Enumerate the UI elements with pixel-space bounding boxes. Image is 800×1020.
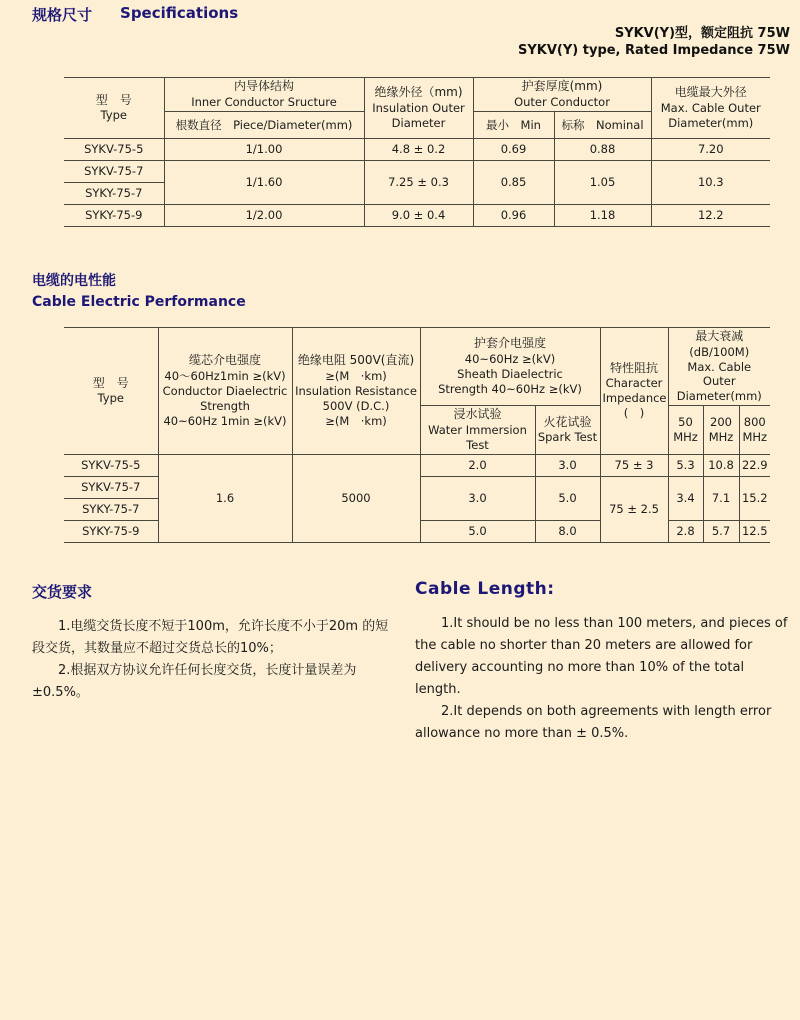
perf-header-attenuation-line4: Diameter(mm) [676,389,762,404]
perf-header-water-immersion [420,406,535,454]
spec-cell-max: 12.2 [651,204,770,226]
perf-header-impedance-line1: 特性阻抗 [609,360,658,375]
spec-header-outer-conductor [473,78,651,112]
spec-cell-insulation: 9.0 ± 0.4 [364,204,473,226]
perf-header-50mhz-value: 50 [678,415,693,430]
perf-cell-strength: 1.6 [158,454,292,542]
perf-header-impedance [600,328,668,455]
rated-impedance-subtitle-zh: SYKV(Y)型，额定阻抗 75W [614,26,790,41]
perf-header-800mhz-unit: MHz [742,430,768,445]
spec-cell-min: 0.69 [473,138,554,160]
perf-header-insulation-line4: 500V (D.C.) [322,398,390,413]
perf-cell-a200: 5.7 [703,520,739,542]
spec-cell-max: 7.20 [651,138,770,160]
perf-header-attenuation-line2: (dB/100M) [689,344,750,359]
perf-cell-a50: 5.3 [668,454,703,476]
spec-header-insulation-en2: Diameter [391,115,446,130]
delivery-requirements-para2: 2.根据双方协议允许任何长度交货，长度计量误差为±0.5%。 [32,663,357,700]
spec-cell-nominal: 0.88 [554,138,651,160]
perf-cell-a200: 10.8 [703,454,739,476]
perf-header-50mhz-unit: MHz [673,430,698,445]
perf-cell-type: SYKV-75-5 [64,454,158,476]
spec-cell-type: SYKV-75-7 [64,160,164,182]
perf-cell-a50: 2.8 [668,520,703,542]
spec-cell-type: SYKV-75-5 [64,138,164,160]
spec-header-max-en1: Max. Cable Outer [660,100,761,115]
spec-cell-insulation: 4.8 ± 0.2 [364,138,473,160]
cable-length-para2: 2.It depends on both agreements with length error allowance no more than ± 0.5%. [415,704,772,741]
delivery-requirements-section [32,581,394,704]
spec-header-outer-en: Outer Conductor [514,94,610,109]
performance-table-container [64,327,770,543]
spec-header-max-en2: Diameter(mm) [668,115,754,130]
spec-cell-type: SYKY-75-9 [64,204,164,226]
spec-cell-inner: 1/1.00 [164,138,364,160]
perf-header-spark-en: Spark Test [537,430,598,445]
perf-cell-type: SYKY-75-9 [64,520,158,542]
perf-header-insulation-resistance [292,328,420,455]
perf-header-200mhz [703,406,739,454]
perf-header-conductor-line3: Conductor Diaelectric [162,383,288,398]
perf-header-insulation-line5: ≥(M ·km) [325,413,387,428]
perf-header-type-en: Type [97,391,124,406]
perf-header-sheath-line4: Strength 40~60Hz ≥(kV) [438,381,582,396]
specifications-heading-en: Specifications [120,4,239,22]
perf-header-attenuation [668,328,770,406]
perf-header-attenuation-line1: 最大衰减 [695,329,744,343]
cable-length-title: Cable Length: [415,579,555,599]
perf-header-water-en: Water Immersion Test [428,422,527,452]
perf-cell-a800: 12.5 [739,520,770,542]
perf-header-attenuation-line3: Max. Cable Outer [687,359,752,389]
spec-header-type-zh: 型 号 [95,92,132,107]
perf-cell-water: 2.0 [420,454,535,476]
electric-performance-heading-zh: 电缆的电性能 [32,273,116,289]
perf-header-impedance-line3: Impedance [602,391,667,406]
perf-header-impedance-line2: Character [605,376,663,391]
performance-table [64,327,770,543]
spec-header-type-en: Type [100,108,127,123]
spec-cell-type: SYKY-75-7 [64,182,164,204]
perf-header-impedance-line4: ( ) [623,406,645,421]
perf-header-insulation-line1: 绝缘电阻 500V(直流) [297,353,415,368]
spec-cell-min: 0.96 [473,204,554,226]
spec-header-insulation-en1: Insulation Outer [372,100,465,115]
spec-header-nominal: 标称 Nominal [554,111,651,138]
perf-header-insulation-line2: ≥(M ·km) [325,368,387,383]
perf-cell-resistance: 5000 [292,454,420,542]
perf-header-sheath-line2: 40~60Hz ≥(kV) [464,352,556,367]
spec-header-inner-conductor [164,78,364,112]
specifications-table [64,77,770,227]
perf-header-water-zh: 浸水试验 [453,407,502,422]
perf-cell-type: SYKY-75-7 [64,498,158,520]
spec-cell-inner: 1/1.60 [164,160,364,204]
perf-cell-impedance: 75 ± 2.5 [600,476,668,542]
perf-cell-water: 5.0 [420,520,535,542]
spec-header-max-diameter [651,78,770,139]
spec-header-piece-diameter: 根数直径 Piece/Diameter(mm) [164,111,364,138]
specifications-heading-zh: 规格尺寸 [32,6,93,24]
delivery-requirements-title: 交货要求 [32,583,93,601]
spec-cell-nominal: 1.18 [554,204,651,226]
perf-cell-impedance: 75 ± 3 [600,454,668,476]
perf-header-spark-test [535,406,600,454]
spec-cell-min: 0.85 [473,160,554,204]
perf-cell-spark: 8.0 [535,520,600,542]
perf-header-sheath-line1: 护套介电强度 [473,336,546,351]
perf-cell-water: 3.0 [420,476,535,520]
electric-performance-heading [32,271,246,313]
spec-row-sykv-75-5 [64,138,770,160]
perf-cell-spark: 5.0 [535,476,600,520]
electric-performance-heading-en: Cable Electric Performance [32,294,246,310]
specifications-heading [32,4,238,25]
perf-row-sykv-75-5 [64,454,770,476]
perf-header-800mhz-value: 800 [743,415,766,430]
perf-header-conductor-line5: 40~60Hz 1min ≥(kV) [163,413,287,428]
spec-header-insulation [364,78,473,139]
perf-cell-type: SYKV-75-7 [64,476,158,498]
perf-header-sheath-strength [420,328,600,406]
perf-header-50mhz [668,406,703,454]
perf-header-spark-zh: 火花试验 [543,414,592,429]
rated-impedance-subtitle [518,26,790,60]
spec-row-syky-75-9 [64,204,770,226]
cable-length-section [415,579,791,745]
perf-header-conductor-line4: Strength [200,398,250,413]
specifications-table-container [64,77,770,227]
perf-header-conductor-strength [158,328,292,455]
spec-header-insulation-zh: 绝缘外径（mm) [374,85,463,100]
delivery-requirements-para1: 1.电缆交货长度不短于100m，允许长度不小于20m 的短段交货，其数量应不超过交货总长的10%； [32,619,389,656]
spec-header-inner-zh: 内导体结构 [233,79,294,93]
spec-header-max-zh: 电缆最大外径 [674,85,747,100]
perf-header-insulation-line3: Insulation Resistance [295,383,417,398]
spec-row-sykv-75-7 [64,160,770,182]
perf-header-800mhz [739,406,770,454]
spec-header-min: 最小 Min [473,111,554,138]
perf-cell-a200: 7.1 [703,476,739,520]
rated-impedance-subtitle-en: SYKV(Y) type, Rated Impedance 75W [518,42,790,58]
perf-cell-a800: 15.2 [739,476,770,520]
perf-header-type [64,328,158,455]
spec-cell-nominal: 1.05 [554,160,651,204]
perf-header-sheath-line3: Sheath Diaelectric [457,367,563,381]
spec-header-inner-en: Inner Conductor Sructure [191,94,337,109]
perf-header-200mhz-unit: MHz [708,430,734,445]
perf-header-200mhz-value: 200 [710,415,732,430]
perf-header-type-zh: 型 号 [92,375,129,390]
perf-cell-a50: 3.4 [668,476,703,520]
spec-cell-inner: 1/2.00 [164,204,364,226]
perf-cell-spark: 3.0 [535,454,600,476]
perf-header-conductor-line2: 40～60Hz1min ≥(kV) [164,368,286,383]
cable-length-para1: 1.It should be no less than 100 meters, and pieces of the cable no shorter than 20 meters are allowed for delivery accounting no more than 10% of the total length. [415,616,788,697]
perf-header-conductor-line1: 缆芯介电强度 [188,353,261,368]
spec-header-outer-zh: 护套厚度(mm) [521,79,603,93]
spec-cell-max: 10.3 [651,160,770,204]
perf-cell-a800: 22.9 [739,454,770,476]
spec-cell-insulation: 7.25 ± 0.3 [364,160,473,204]
spec-header-type [64,78,164,139]
